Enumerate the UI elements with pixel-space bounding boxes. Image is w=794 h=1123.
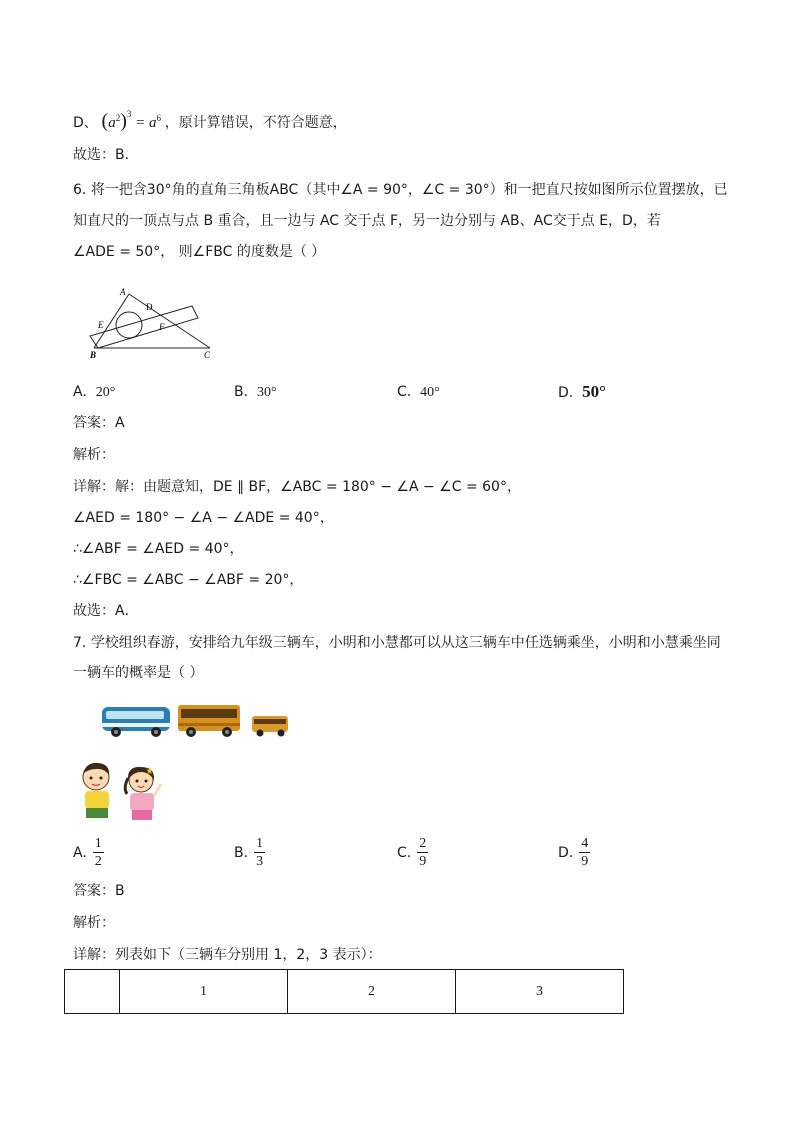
- q6-stem-line-3: ∠ADE = 50°， 则∠FBC 的度数是（ ）: [73, 244, 326, 260]
- q7-option-c: C. $\frac{2}{9}$: [397, 836, 427, 869]
- q7-stem-line-2: 一辆车的概率是（ ）: [73, 665, 204, 681]
- q6-label-a: A: [120, 287, 126, 297]
- table-cell: 3: [456, 970, 624, 1014]
- bus-orange-picture: [176, 701, 242, 739]
- q7-option-b: B. $\frac{1}{3}$: [234, 836, 264, 869]
- q7-stem-line-1: 7. 学校组织春游，安排给九年级三辆车，小明和小慧都可以从这三辆车中任选辆乘坐，小明和小慧乘坐同: [73, 635, 721, 651]
- table-cell: 2: [288, 970, 456, 1014]
- q6-detail-line-3: ∴∠ABF = ∠AED = 40°，: [73, 541, 244, 557]
- table-cell: [65, 970, 120, 1014]
- q6-triangle-ruler-figure: [86, 284, 222, 364]
- bus-blue-picture: [100, 703, 172, 739]
- table-cell: 1: [120, 970, 288, 1014]
- q6-analysis-label: 解析：: [73, 447, 115, 463]
- q6-option-d: D. 50°: [558, 382, 606, 401]
- q6-option-a: A. 20°: [73, 384, 116, 400]
- q5-conclusion: 故选：B．: [73, 147, 139, 163]
- q6-option-c: C. 40°: [397, 384, 440, 400]
- q6-option-b: B. 30°: [234, 384, 277, 400]
- q6-detail-line-2: ∠AED = 180° − ∠A − ∠ADE = 40°，: [73, 510, 334, 526]
- q6-label-e: E: [98, 320, 104, 330]
- q7-table: [64, 969, 624, 1014]
- table-row: [65, 970, 624, 1014]
- q5-option-d-comment: ，原计算错误，不符合题意，: [164, 115, 347, 131]
- q6-label-c: C: [204, 350, 211, 360]
- q5-option-d: [73, 108, 347, 133]
- q7-detail-line-1: 详解：列表如下（三辆车分别用 1，2，3 表示）：: [73, 947, 382, 963]
- q6-conclusion: 故选：A．: [73, 603, 139, 619]
- q6-label-b: B: [90, 350, 97, 360]
- q5-option-d-prefix: D、: [73, 115, 98, 131]
- q6-stem-line-2: 知直尺的一顶点与点 B 重合，且一边与 AC 交于点 F，另一边分别与 AB、AC交于点 E，D，若: [73, 213, 661, 229]
- q6-detail-line-1: 详解：解：由题意知，DE ∥ BF，∠ABC = 180° − ∠A − ∠C = 60°，: [73, 479, 521, 495]
- q6-label-d: D: [146, 302, 153, 312]
- q5-option-d-formula: $(a^2)^3 = a^6$: [101, 109, 161, 132]
- bus-small-picture: [250, 713, 290, 739]
- boy-picture: [76, 760, 118, 822]
- q7-option-d: D. $\frac{4}{9}$: [558, 836, 589, 869]
- girl-picture: [121, 764, 169, 824]
- q6-stem-line-1: 6. 将一把含30°角的直角三角板ABC（其中∠A = 90°，∠C = 30°）和一把直尺按如图所示位置摆放，已: [73, 182, 728, 198]
- q7-answer: 答案：B: [73, 883, 125, 899]
- q6-answer: 答案：A: [73, 415, 125, 431]
- q7-option-a: A. $\frac{1}{2}$: [73, 836, 102, 869]
- q7-analysis-label: 解析：: [73, 915, 115, 931]
- q6-label-f: F: [159, 322, 165, 332]
- q6-detail-line-4: ∴∠FBC = ∠ABC − ∠ABF = 20°，: [73, 572, 304, 588]
